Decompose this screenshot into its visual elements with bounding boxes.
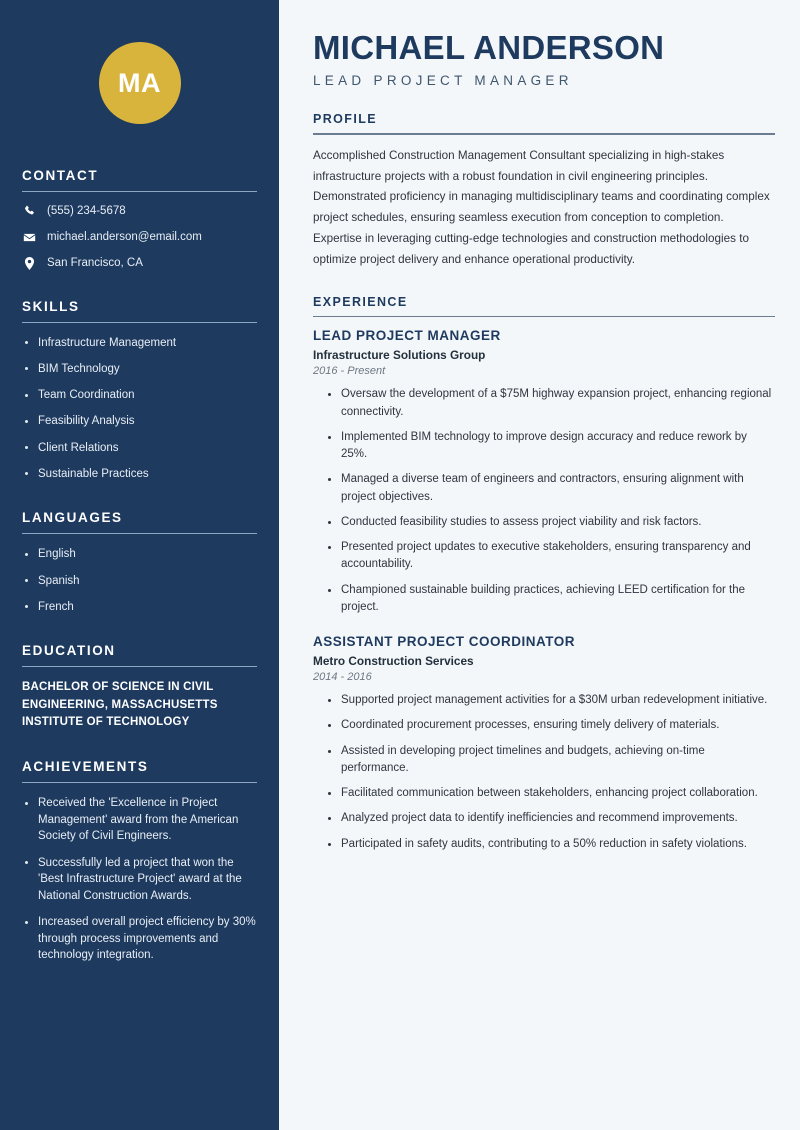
achievements-rule xyxy=(22,782,257,783)
phone-icon xyxy=(22,205,37,217)
languages-section xyxy=(22,510,257,615)
skills-rule xyxy=(22,322,257,323)
experience-rule xyxy=(313,316,775,318)
skills-heading: SKILLS xyxy=(22,298,80,314)
experience-company: Infrastructure Solutions Group xyxy=(313,348,486,363)
education-heading: EDUCATION xyxy=(22,643,116,659)
experience-section xyxy=(313,295,775,853)
contact-item-phone[interactable] xyxy=(22,204,257,219)
list-item: Coordinated procurement processes, ensuring timely delivery of materials. xyxy=(327,717,775,734)
achievements-section xyxy=(22,759,257,964)
profile-rule xyxy=(313,133,775,135)
list-item: Feasibility Analysis xyxy=(22,413,257,430)
list-item: Received the 'Excellence in Project Management' award from the American Society of Civil Engineers. xyxy=(22,795,257,845)
experience-entry xyxy=(313,634,775,853)
avatar-initials: MA xyxy=(118,67,161,98)
languages-heading: LANGUAGES xyxy=(22,510,123,526)
experience-bullets xyxy=(313,386,775,616)
contact-value-phone: (555) 234-5678 xyxy=(47,205,126,217)
list-item: Championed sustainable building practices, achieving LEED certification for the project. xyxy=(327,582,775,617)
main-column xyxy=(284,0,800,1130)
list-item: BIM Technology xyxy=(22,361,257,378)
list-item: Client Relations xyxy=(22,440,257,457)
skills-section xyxy=(22,299,257,483)
list-item: Analyzed project data to identify inefficiencies and recommend improvements. xyxy=(327,810,775,827)
contact-heading: CONTACT xyxy=(22,168,99,183)
page-title: MICHAEL ANDERSON xyxy=(313,29,665,66)
languages-list xyxy=(22,546,257,615)
experience-dates: 2016 - Present xyxy=(313,365,386,378)
profile-heading: PROFILE xyxy=(313,112,377,127)
list-item: Presented project updates to executive stakeholders, ensuring transparency and accountability. xyxy=(327,539,775,574)
experience-dates: 2014 - 2016 xyxy=(313,671,372,684)
experience-entry xyxy=(313,328,775,616)
list-item: Implemented BIM technology to improve design accuracy and reduce rework by 25%. xyxy=(327,429,775,464)
list-item: Assisted in developing project timelines and budgets, achieving on-time performance. xyxy=(327,743,775,778)
contact-item-email[interactable] xyxy=(22,230,257,245)
list-item: Team Coordination xyxy=(22,387,257,404)
envelope-icon xyxy=(22,231,37,244)
experience-job-title: ASSISTANT PROJECT COORDINATOR xyxy=(313,634,576,650)
avatar-container xyxy=(22,0,257,168)
list-item: Increased overall project efficiency by 30% through process improvements and technology integration. xyxy=(22,914,257,964)
experience-company: Metro Construction Services xyxy=(313,654,474,669)
avatar xyxy=(99,42,181,124)
profile-text: Accomplished Construction Management Consultant specializing in high-stakes infrastructure projects with a robust foundation in civil engineering principles. Demonstrated proficiency in managing multidisciplinary teams and coordinating complex project schedules, ensuring seamless execution from conception to completion. Expertise in leveraging cutting-edge technologies and construction methodologies to optimize project delivery and enhance operational productivity. xyxy=(313,148,770,266)
list-item: Facilitated communication between stakeholders, enhancing project collaboration. xyxy=(327,785,775,802)
education-entry: BACHELOR OF SCIENCE IN CIVIL ENGINEERING, MASSACHUSETTS INSTITUTE OF TECHNOLOGY xyxy=(22,681,218,728)
experience-heading: EXPERIENCE xyxy=(313,294,408,309)
list-item: Participated in safety audits, contributing to a 50% reduction in safety violations. xyxy=(327,836,775,853)
list-item: Oversaw the development of a $75M highway expansion project, enhancing regional connectivity. xyxy=(327,386,775,421)
experience-bullets xyxy=(313,692,775,853)
list-item: Spanish xyxy=(22,573,257,590)
sidebar xyxy=(0,0,279,1130)
contact-section xyxy=(22,168,257,271)
list-item: Infrastructure Management xyxy=(22,335,257,352)
skills-list xyxy=(22,335,257,483)
list-item: French xyxy=(22,599,257,616)
education-section xyxy=(22,643,257,731)
contact-value-location: San Francisco, CA xyxy=(47,256,143,269)
list-item: Conducted feasibility studies to assess project viability and risk factors. xyxy=(327,514,775,531)
list-item: English xyxy=(22,546,257,563)
languages-rule xyxy=(22,533,257,534)
list-item: Sustainable Practices xyxy=(22,466,257,483)
map-pin-icon xyxy=(22,257,37,270)
list-item: Managed a diverse team of engineers and contractors, ensuring alignment with project objectives. xyxy=(327,471,775,506)
contact-value-email: michael.anderson@email.com xyxy=(47,230,202,243)
contact-item-location[interactable] xyxy=(22,256,257,271)
list-item: Supported project management activities for a $30M urban redevelopment initiative. xyxy=(327,692,775,709)
profile-section xyxy=(313,112,775,270)
job-role-subtitle: LEAD PROJECT MANAGER xyxy=(313,73,573,89)
achievements-heading: ACHIEVEMENTS xyxy=(22,759,149,775)
achievements-list xyxy=(22,795,257,964)
contact-rule xyxy=(22,191,257,192)
list-item: Successfully led a project that won the 'Best Infrastructure Project' award at the National Construction Awards. xyxy=(22,855,257,905)
experience-job-title: LEAD PROJECT MANAGER xyxy=(313,328,501,344)
education-rule xyxy=(22,666,257,667)
